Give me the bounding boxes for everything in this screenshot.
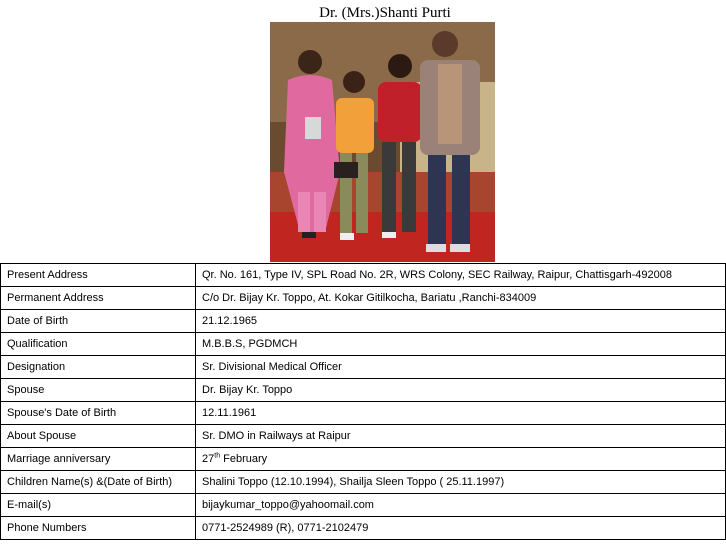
email-value: bijaykumar_toppo@yahoomail.com [196,494,726,517]
row-value: Sr. Divisional Medical Officer [196,356,726,379]
row-value: C/o Dr. Bijay Kr. Toppo, At. Kokar Gitilkocha, Bariatu ,Ranchi-834009 [196,287,726,310]
row-label: Phone Numbers [1,517,196,540]
table-row [1,333,726,356]
row-label: Children Name(s) &(Date of Birth) [1,471,196,494]
ordinal-suffix: th [214,452,221,460]
table-row [1,379,726,402]
family-photo [270,22,495,262]
table-row [1,517,726,540]
anniversary-month: February [220,453,268,465]
row-value: Shalini Toppo (12.10.1994), Shailja Sleen Toppo ( 25.11.1997) [196,471,726,494]
row-label: Permanent Address [1,287,196,310]
page-title: Dr. (Mrs.)Shanti Purti [319,5,451,21]
row-label: Qualification [1,333,196,356]
table-row [1,264,726,287]
row-value: 21.12.1965 [196,310,726,333]
row-value: 12.11.1961 [196,402,726,425]
table-row [1,356,726,379]
row-label: Designation [1,356,196,379]
row-value [196,448,726,471]
profile-table [0,263,726,540]
row-label: Spouse [1,379,196,402]
row-label: E-mail(s) [1,494,196,517]
table-row [1,287,726,310]
table-row [1,494,726,517]
row-value: 0771-2524989 (R), 0771-2102479 [196,517,726,540]
table-row [1,448,726,471]
row-value: M.B.B.S, PGDMCH [196,333,726,356]
row-label: Spouse's Date of Birth [1,402,196,425]
row-value: Sr. DMO in Railways at Raipur [196,425,726,448]
row-label: Marriage anniversary [1,448,196,471]
row-label: Date of Birth [1,310,196,333]
table-row [1,425,726,448]
row-label: About Spouse [1,425,196,448]
table-row [1,402,726,425]
row-label: Present Address [1,264,196,287]
table-row [1,471,726,494]
anniversary-day: 27 [202,453,215,465]
table-row [1,310,726,333]
row-value: Dr. Bijay Kr. Toppo [196,379,726,402]
row-value: Qr. No. 161, Type IV, SPL Road No. 2R, WRS Colony, SEC Railway, Raipur, Chattisgarh-492008 [196,264,726,287]
